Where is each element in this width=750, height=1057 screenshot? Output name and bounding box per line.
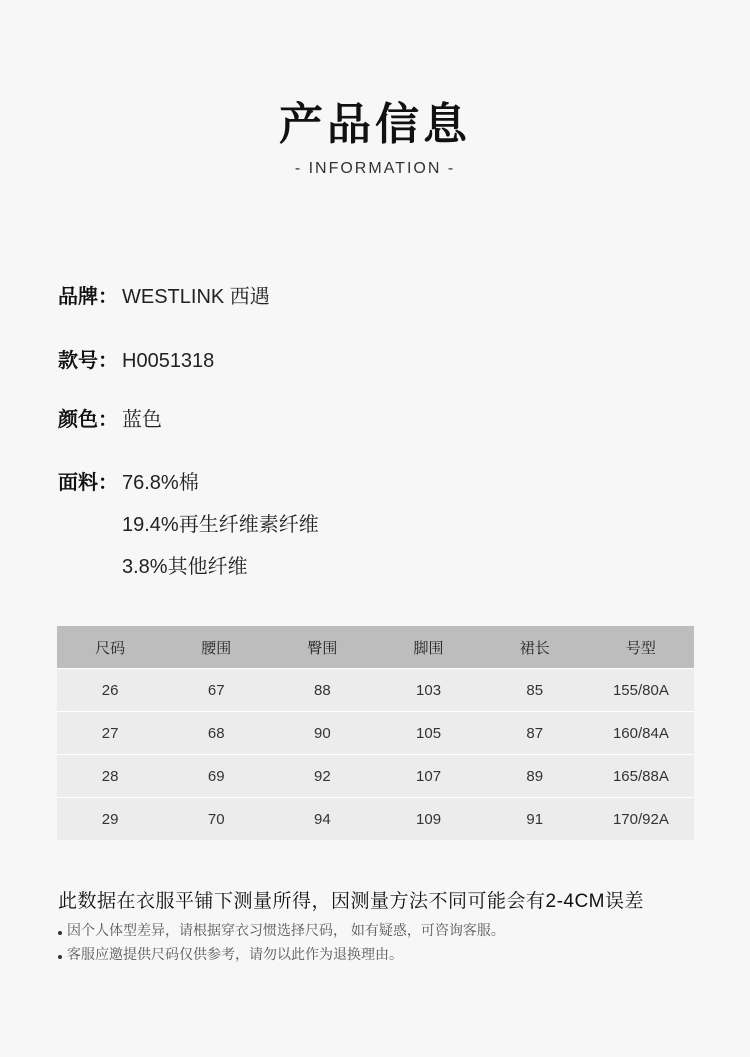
table-cell: 69 (163, 755, 269, 798)
page-subtitle: - INFORMATION - (294, 160, 456, 177)
fabric-value-2: 19.4%再生纤维素纤维 (122, 514, 319, 536)
color-value: 蓝色 (122, 409, 162, 431)
brand-label: 品牌： (58, 286, 118, 308)
table-cell: 89 (482, 755, 588, 798)
table-header-cell: 腰围 (163, 626, 269, 669)
table-cell: 88 (269, 669, 375, 712)
table-cell: 155/80A (588, 669, 694, 712)
table-header-cell: 裙长 (482, 626, 588, 669)
table-cell: 28 (57, 755, 163, 798)
note-text: 因个人体型差异，请根据穿衣习惯选择尺码， 如有疑惑，可咨询客服。 (67, 922, 505, 938)
note-item (58, 944, 403, 964)
page-title: 产品信息 (279, 100, 471, 149)
table-cell: 68 (163, 712, 269, 755)
style-row (58, 344, 214, 373)
color-row (58, 403, 162, 432)
measurement-note: 此数据在衣服平铺下测量所得，因测量方法不同可能会有2-4CM误差 (58, 891, 645, 912)
table-cell: 70 (163, 798, 269, 841)
fabric-label: 面料： (58, 472, 118, 494)
table-header-row (57, 626, 694, 669)
table-header-cell: 尺码 (57, 626, 163, 669)
table-cell: 29 (57, 798, 163, 841)
table-cell: 67 (163, 669, 269, 712)
table-cell: 105 (375, 712, 481, 755)
table-cell: 103 (375, 669, 481, 712)
table-row (57, 669, 694, 712)
table-cell: 94 (269, 798, 375, 841)
table-cell: 92 (269, 755, 375, 798)
table-cell: 26 (57, 669, 163, 712)
bullet-icon (58, 931, 62, 935)
note-text: 客服应邀提供尺码仅供参考，请勿以此作为退换理由。 (67, 946, 403, 962)
table-cell: 27 (57, 712, 163, 755)
table-cell: 107 (375, 755, 481, 798)
table-cell: 87 (482, 712, 588, 755)
table-header-cell: 号型 (588, 626, 694, 669)
bullet-icon (58, 955, 62, 959)
table-cell: 165/88A (588, 755, 694, 798)
table-header-cell: 脚围 (375, 626, 481, 669)
color-label: 颜色： (58, 409, 118, 431)
table-cell: 91 (482, 798, 588, 841)
brand-value: WESTLINK 西遇 (122, 286, 270, 308)
brand-row (58, 280, 270, 309)
size-table (57, 626, 694, 840)
table-cell: 85 (482, 669, 588, 712)
table-row (57, 712, 694, 755)
table-cell: 109 (375, 798, 481, 841)
style-value: H0051318 (122, 350, 215, 372)
table-cell: 160/84A (588, 712, 694, 755)
style-label: 款号： (58, 350, 118, 372)
table-row (57, 755, 694, 798)
fabric-value-3: 3.8%其他纤维 (122, 556, 248, 578)
fabric-value-1: 76.8%棉 (122, 472, 199, 494)
table-cell: 170/92A (588, 798, 694, 841)
table-cell: 90 (269, 712, 375, 755)
fabric-row (58, 466, 199, 495)
note-item (58, 920, 505, 940)
table-row (57, 798, 694, 841)
table-header-cell: 臀围 (269, 626, 375, 669)
